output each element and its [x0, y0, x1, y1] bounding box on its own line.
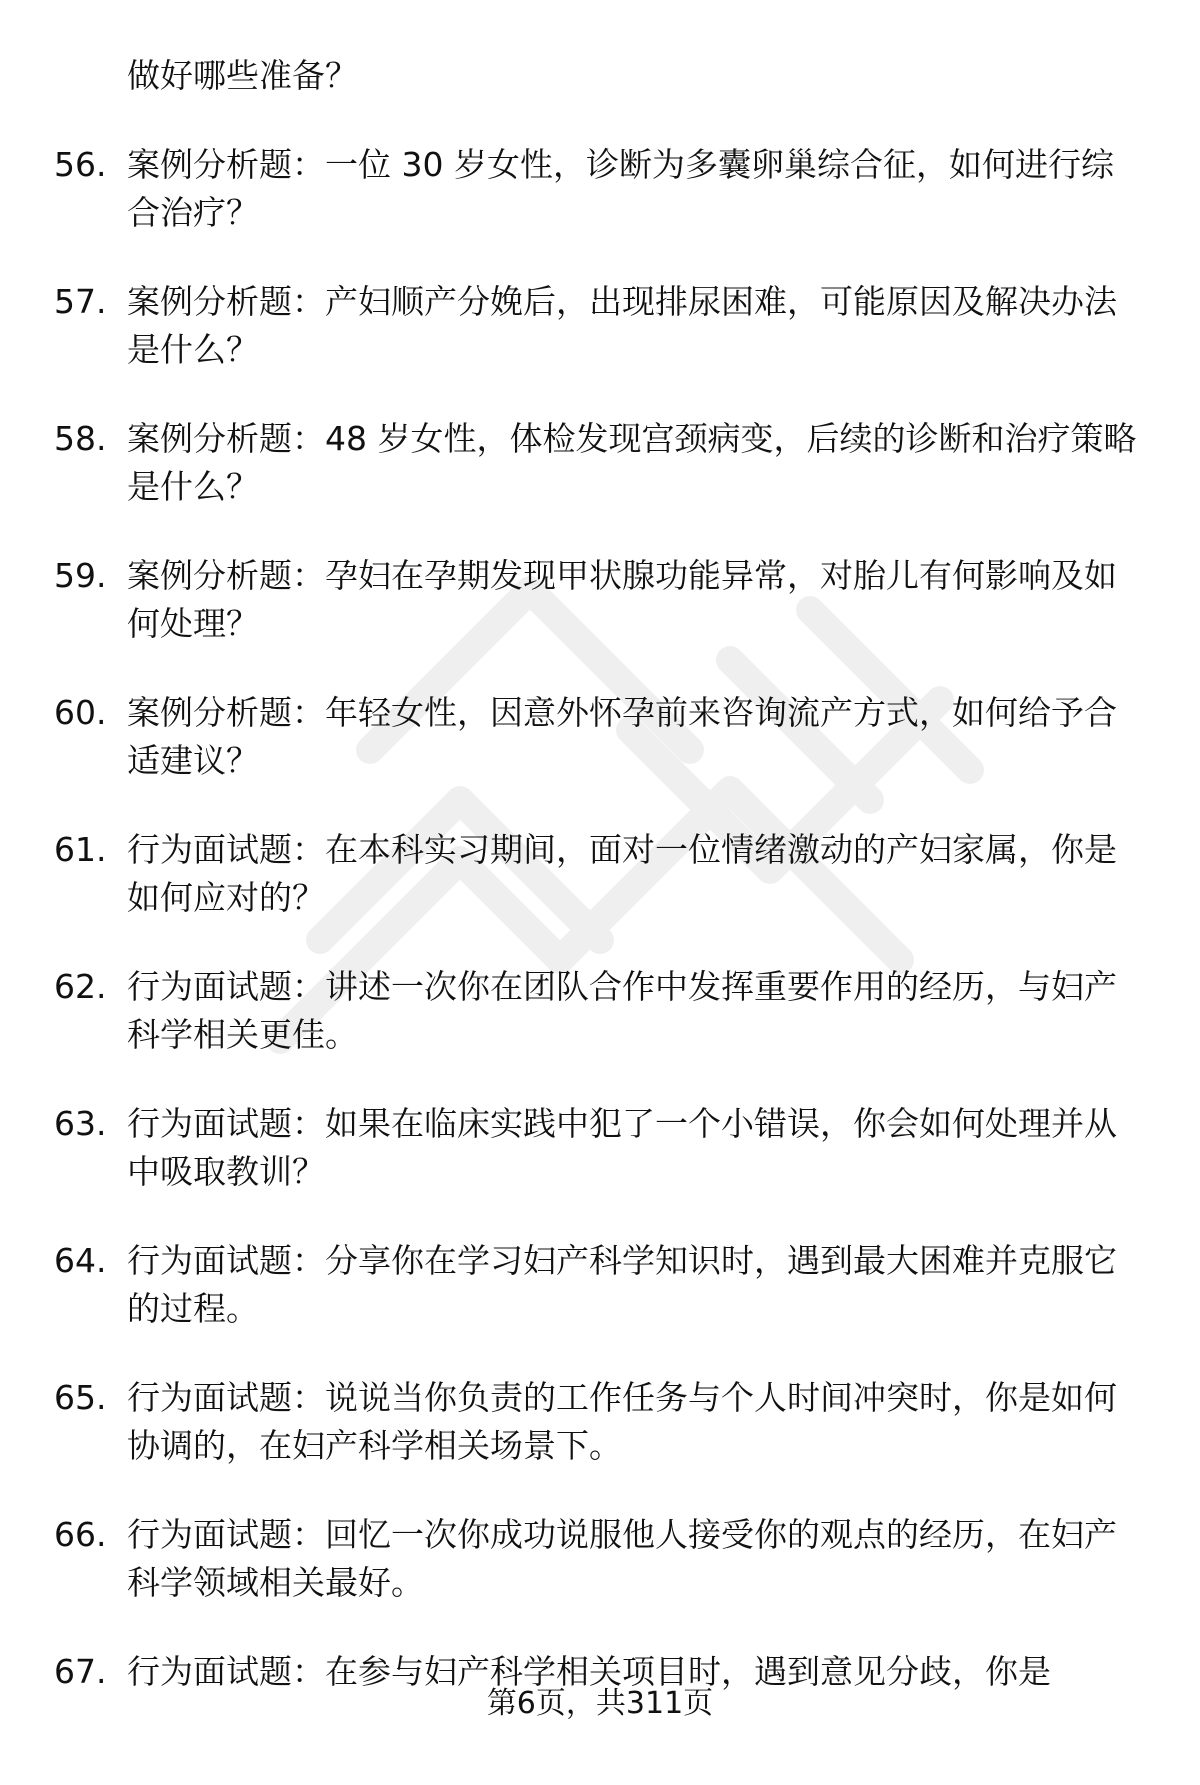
question-text: 行为面试题：在本科实习期间，面对一位情绪激动的产妇家属，你是如何应对的？	[127, 830, 1117, 917]
question-item-65	[0, 1374, 1200, 1511]
question-text: 行为面试题：讲述一次你在团队合作中发挥重要作用的经历，与妇产科学相关更佳。	[127, 967, 1117, 1054]
question-text: 案例分析题：年轻女性，因意外怀孕前来咨询流产方式，如何给予合适建议？	[127, 693, 1117, 780]
question-number: 58.	[54, 419, 107, 458]
continued-question-text: 做好哪些准备？	[127, 56, 358, 95]
question-text: 案例分析题：48 岁女性，体检发现宫颈病变，后续的诊断和治疗策略是什么？	[127, 419, 1137, 506]
question-item-61	[0, 826, 1200, 963]
question-item-56	[0, 141, 1200, 278]
question-number: 64.	[54, 1241, 107, 1280]
question-text: 行为面试题：如果在临床实践中犯了一个小错误，你会如何处理并从中吸取教训？	[127, 1104, 1117, 1191]
question-number: 66.	[54, 1515, 107, 1554]
question-item-59	[0, 552, 1200, 689]
question-number: 63.	[54, 1104, 107, 1143]
question-text: 案例分析题：产妇顺产分娩后，出现排尿困难，可能原因及解决办法是什么？	[127, 282, 1117, 369]
question-item-58	[0, 415, 1200, 552]
question-item-66	[0, 1511, 1200, 1648]
question-number: 61.	[54, 830, 107, 869]
question-text: 行为面试题：在参与妇产科学相关项目时，遇到意见分歧，你是	[127, 1652, 1051, 1691]
question-text: 行为面试题：回忆一次你成功说服他人接受你的观点的经历，在妇产科学领域相关最好。	[127, 1515, 1117, 1602]
question-number: 65.	[54, 1378, 107, 1417]
question-number: 57.	[54, 282, 107, 321]
question-item-62	[0, 963, 1200, 1100]
question-text: 案例分析题：孕妇在孕期发现甲状腺功能异常，对胎儿有何影响及如何处理？	[127, 556, 1117, 643]
question-number: 56.	[54, 145, 107, 184]
question-text: 案例分析题：一位 30 岁女性，诊断为多囊卵巢综合征，如何进行综合治疗？	[127, 145, 1114, 232]
question-item-57	[0, 278, 1200, 415]
question-item-63	[0, 1100, 1200, 1237]
question-number: 62.	[54, 967, 107, 1006]
question-text: 行为面试题：说说当你负责的工作任务与个人时间冲突时，你是如何协调的，在妇产科学相关场景下。	[127, 1378, 1117, 1465]
question-number: 60.	[54, 693, 107, 732]
question-item-64	[0, 1237, 1200, 1374]
page-footer: 第6页，共311页	[486, 1686, 714, 1721]
question-text: 行为面试题：分享你在学习妇产科学知识时，遇到最大困难并克服它的过程。	[127, 1241, 1117, 1328]
question-number: 67.	[54, 1652, 107, 1691]
question-item-60	[0, 689, 1200, 826]
question-number: 59.	[54, 556, 107, 595]
question-list	[0, 141, 1200, 1785]
